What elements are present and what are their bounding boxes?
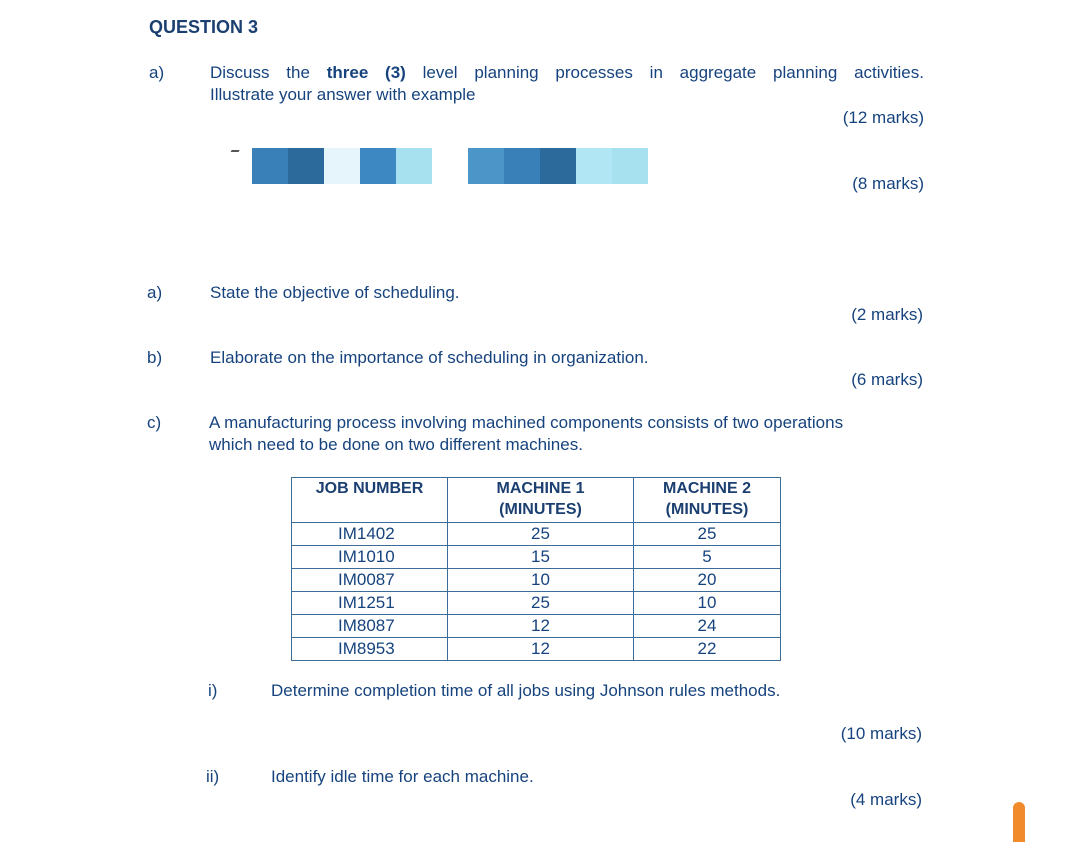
part4-line1: A manufacturing process involving machined components consists of two operations: [209, 413, 844, 432]
table-row: [292, 546, 781, 569]
part2-marks: (2 marks): [851, 305, 923, 324]
redaction-swatch: [360, 148, 396, 184]
sub-i-label: i): [208, 681, 218, 700]
machine-2-cell: 24: [634, 615, 781, 638]
part1-label: a): [149, 63, 165, 82]
sub-ii-label: ii): [206, 767, 220, 786]
part1-line1-after: level planning processes in aggregate planning activities.: [405, 63, 924, 82]
machine-2-cell: 25: [634, 523, 781, 546]
machine-2-cell: 10: [634, 592, 781, 615]
question-title: QUESTION 3: [149, 17, 259, 37]
job-number-cell: IM8087: [292, 615, 448, 638]
table-row: [292, 638, 781, 661]
sub-ii-text: Identify idle time for each machine.: [271, 767, 534, 786]
machine-2-cell: 20: [634, 569, 781, 592]
part3-text: Elaborate on the importance of scheduling in organization.: [210, 348, 649, 367]
table-row: [292, 615, 781, 638]
redaction-swatch: [576, 148, 612, 184]
part1-line2: Illustrate your answer with example: [210, 85, 476, 104]
sub-ii-marks: (4 marks): [850, 790, 922, 809]
job-number-cell: IM1402: [292, 523, 448, 546]
machine-2-cell: 22: [634, 638, 781, 661]
redaction-swatch: [252, 148, 288, 184]
redaction-block-2: [468, 148, 648, 184]
table-header-row: [292, 478, 781, 523]
orange-highlighter-mark: [1013, 802, 1025, 842]
redaction-swatch: [612, 148, 648, 184]
redacted-marks: (8 marks): [852, 174, 924, 193]
redaction-swatch: [288, 148, 324, 184]
header-machine-2: MACHINE 2 (MINUTES): [634, 478, 781, 523]
part1-line1: [210, 62, 924, 84]
machine-1-cell: 10: [448, 569, 634, 592]
part2-text: State the objective of scheduling.: [210, 283, 460, 302]
part4-label: c): [147, 413, 162, 432]
redaction-swatch: [540, 148, 576, 184]
part1-line1-before: Discuss the: [210, 63, 327, 82]
part2-label: a): [147, 283, 163, 302]
job-number-cell: IM1251: [292, 592, 448, 615]
table-row: [292, 592, 781, 615]
machine-1-cell: 25: [448, 592, 634, 615]
sub-i-text: Determine completion time of all jobs using Johnson rules methods.: [271, 681, 781, 700]
part4-line2: which need to be done on two different machines.: [209, 435, 583, 454]
part1-marks: (12 marks): [842, 108, 924, 127]
sub-i-marks: (10 marks): [840, 724, 922, 743]
header-job-number: JOB NUMBER: [292, 478, 448, 523]
table-row: [292, 523, 781, 546]
job-number-cell: IM8953: [292, 638, 448, 661]
machine-1-cell: 12: [448, 615, 634, 638]
redaction-mark: [228, 150, 239, 156]
redaction-swatch: [324, 148, 360, 184]
job-table: [291, 477, 781, 661]
redaction-swatch: [504, 148, 540, 184]
redaction-swatch: [396, 148, 432, 184]
machine-1-cell: 12: [448, 638, 634, 661]
job-number-cell: IM1010: [292, 546, 448, 569]
part3-label: b): [147, 348, 163, 367]
redaction-swatch: [468, 148, 504, 184]
part1-line1-bold: three (3): [326, 63, 406, 82]
machine-2-cell: 5: [634, 546, 781, 569]
part3-marks: (6 marks): [851, 370, 923, 389]
table-row: [292, 569, 781, 592]
job-number-cell: IM0087: [292, 569, 448, 592]
machine-1-cell: 15: [448, 546, 634, 569]
header-machine-1: MACHINE 1 (MINUTES): [448, 478, 634, 523]
machine-1-cell: 25: [448, 523, 634, 546]
redaction-block-1: [252, 148, 432, 184]
